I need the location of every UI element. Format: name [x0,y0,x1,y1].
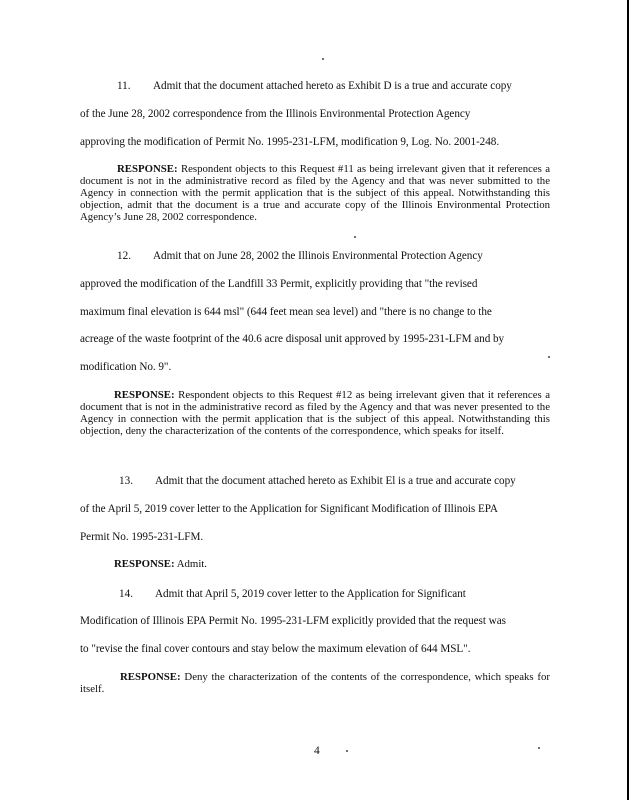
item-12-line-4: acreage of the waste footprint of the 40.6 acre disposal unit approved by 1995-231-LFM and by [80,333,505,345]
item-14-response [80,671,550,695]
item-12-response-label: RESPONSE: [114,389,175,401]
item-12-line-1: Admit that on June 28, 2002 the Illinois Environmental Protection Agency [153,250,483,262]
item-11-line-2: of the June 28, 2002 correspondence from the Illinois Environmental Protection Agency [80,108,471,120]
item-11-response [80,163,550,223]
item-12-response-text: Respondent objects to this Request #12 as being irrelevant given that it references a document that is not in the administrative record as filed by the Agency and that was never presented to the Agency in connection with the permit application that is the subject of this appeal. Notwithstanding this objection, deny the characterization of the contents of the correspondence, which speaks for itself. [80,389,550,438]
item-14-line-2: Modification of Illinois EPA Permit No. 1995-231-LFM explicitly provided that the request was [80,615,506,627]
item-11-line-1: Admit that the document attached hereto as Exhibit D is a true and accurate copy [153,80,512,92]
item-13-line-2: of the April 5, 2019 cover letter to the Application for Significant Modification of Illinois EPA [80,503,498,515]
page-number: 4 [314,745,320,757]
scan-speck [346,750,348,752]
item-14-line-1: Admit that April 5, 2019 cover letter to the Application for Significant [155,588,466,600]
item-12-response [80,389,550,437]
item-14-line-3: to "revise the final cover contours and stay below the maximum elevation of 644 MSL". [80,643,471,655]
item-14-response-label: RESPONSE: [120,671,181,683]
item-13-response [80,558,550,570]
item-11-number: 11. [117,80,131,92]
scan-speck [538,747,540,749]
item-14-response-text: Deny the characterization of the contents of the correspondence, which speaks for itself. [80,671,550,696]
item-13-line-1: Admit that the document attached hereto as Exhibit El is a true and accurate copy [155,475,516,487]
item-13-response-label: RESPONSE: [114,558,175,570]
item-12-line-2: approved the modification of the Landfill 33 Permit, explicitly providing that "the revised [80,278,478,290]
item-11-line-3: approving the modification of Permit No. 1995-231-LFM, modification 9, Log. No. 2001-248. [80,136,500,148]
scan-speck [322,58,324,60]
item-11-response-text: Respondent objects to this Request #11 as being irrelevant given that it references a document is not in the administrative record as filed by the Agency and that was never submitted to the Agency in connection with the permit application that is the subject of this appeal. Notwithstanding this objection, admit that the document is a true and accurate copy of the Illinois Environmental Protection Agency’s June 28, 2002 correspondence. [80,163,550,224]
item-13-line-3: Permit No. 1995-231-LFM. [80,531,204,543]
item-12-number: 12. [117,250,131,262]
item-12-line-5: modification No. 9". [80,361,172,373]
item-11-response-label: RESPONSE: [117,163,178,175]
item-13-number: 13. [119,475,133,487]
scan-speck [548,356,550,358]
item-13-response-text: Admit. [176,558,208,570]
scan-speck [354,236,356,238]
item-12-line-3: maximum final elevation is 644 msl" (644 feet mean sea level) and "there is no change to the [80,306,492,318]
item-14-number: 14. [119,588,133,600]
